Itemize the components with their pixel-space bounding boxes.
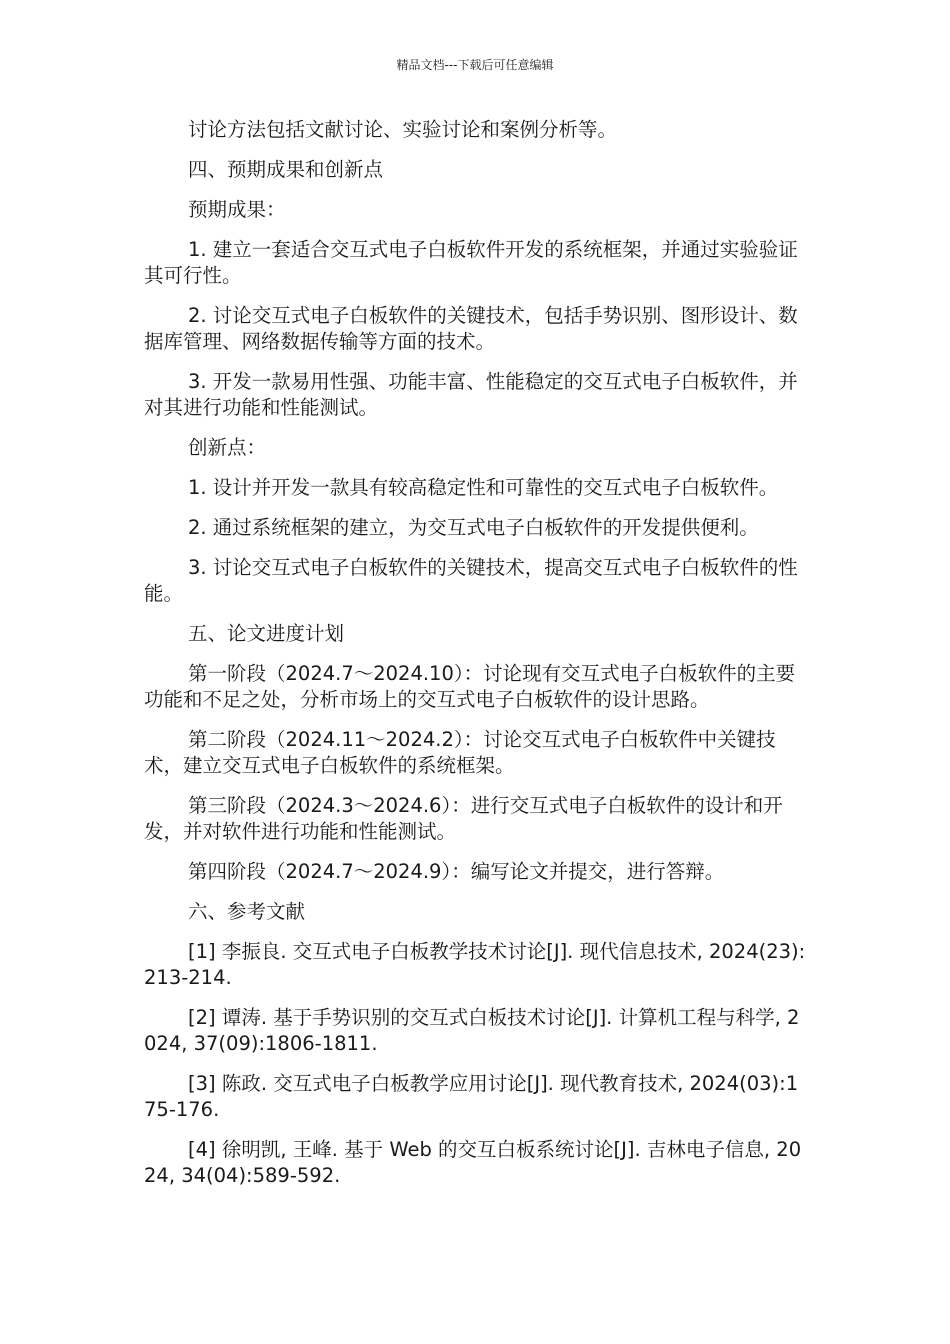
- section-heading-expected-results: 四、预期成果和创新点: [188, 158, 384, 181]
- innovation-item-1: 1. 设计并开发一款具有较高稳定性和可靠性的交互式电子白板软件。: [188, 476, 779, 499]
- subheading-innovations: 创新点：: [188, 436, 267, 459]
- reference-item-1: [1] 李振良. 交互式电子白板教学技术讨论[J]. 现代信息技术, 2024(23):213-214.: [144, 940, 806, 989]
- subheading-expected-results: 预期成果：: [188, 198, 286, 221]
- expected-result-item-3: 3. 开发一款易用性强、功能丰富、性能稳定的交互式电子白板软件，并对其进行功能和性能测试。: [144, 370, 798, 419]
- schedule-stage-3: 第三阶段（2024.3～2024.6）：进行交互式电子白板软件的设计和开发，并对软件进行功能和性能测试。: [144, 794, 783, 843]
- page-header: 精品文档---下载后可任意编辑: [396, 58, 554, 72]
- section-heading-schedule: 五、论文进度计划: [188, 622, 345, 645]
- section-heading-references: 六、参考文献: [188, 900, 306, 923]
- document-body: [144, 117, 810, 1203]
- reference-item-4: [4] 徐明凯, 王峰. 基于 Web 的交互白板系统讨论[J]. 吉林电子信息, 2024, 34(04):589-592.: [144, 1138, 802, 1187]
- innovation-item-3: 3. 讨论交互式电子白板软件的关键技术，提高交互式电子白板软件的性能。: [144, 556, 798, 605]
- innovation-item-2: 2. 通过系统框架的建立，为交互式电子白板软件的开发提供便利。: [188, 516, 759, 539]
- schedule-stage-2: 第二阶段（2024.11～2024.2）：讨论交互式电子白板软件中关键技术，建立交互式电子白板软件的系统框架。: [144, 728, 776, 777]
- schedule-stage-1: 第一阶段（2024.7～2024.10）：讨论现有交互式电子白板软件的主要功能和不足之处，分析市场上的交互式电子白板软件的设计思路。: [144, 662, 796, 711]
- expected-result-item-1: 1. 建立一套适合交互式电子白板软件开发的系统框架，并通过实验验证其可行性。: [144, 238, 798, 287]
- reference-item-3: [3] 陈政. 交互式电子白板教学应用讨论[J]. 现代教育技术, 2024(03):175-176.: [144, 1072, 799, 1121]
- expected-result-item-2: 2. 讨论交互式电子白板软件的关键技术，包括手势识别、图形设计、数据库管理、网络数据传输等方面的技术。: [144, 304, 798, 353]
- paragraph-methods: 讨论方法包括文献讨论、实验讨论和案例分析等。: [188, 118, 618, 141]
- schedule-stage-4: 第四阶段（2024.7～2024.9）：编写论文并提交，进行答辩。: [188, 860, 725, 883]
- reference-item-2: [2] 谭涛. 基于手势识别的交互式白板技术讨论[J]. 计算机工程与科学, 2024, 37(09):1806-1811.: [144, 1006, 800, 1055]
